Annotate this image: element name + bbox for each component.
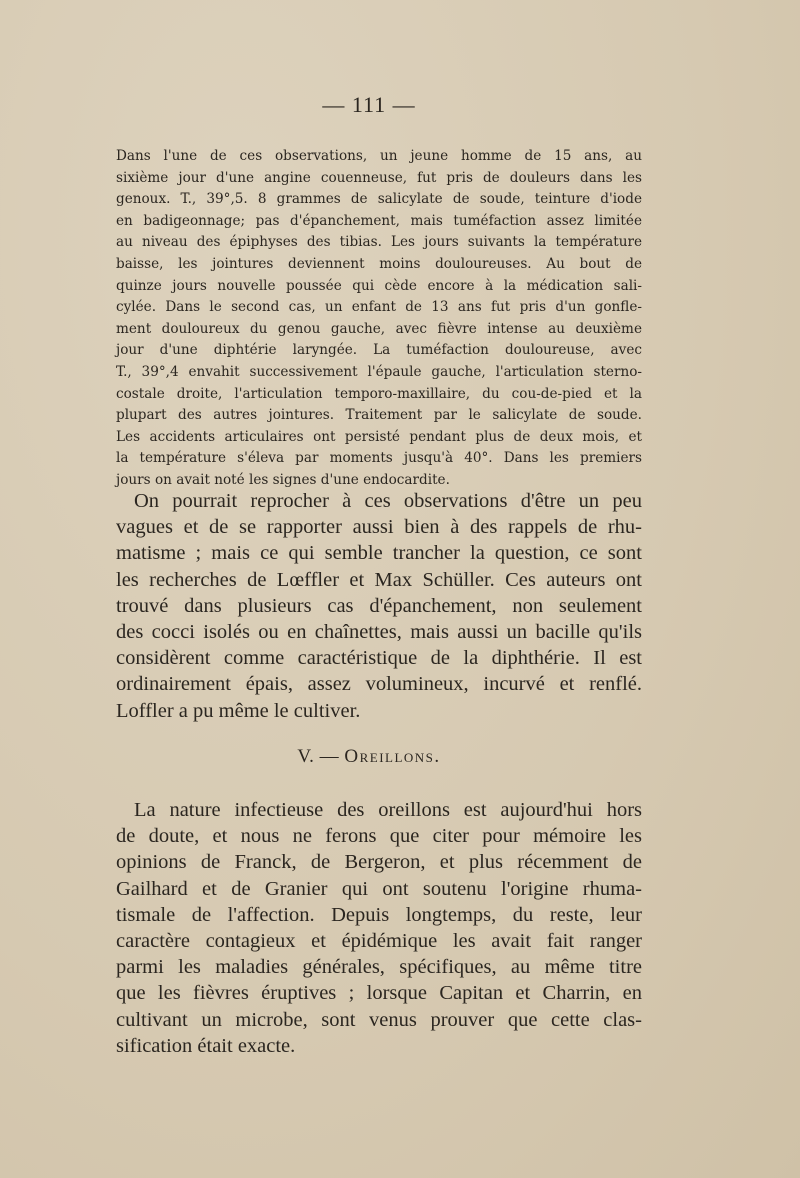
text-line: parmi les maladies générales, spécifiques, au même titre xyxy=(116,956,642,979)
section-heading xyxy=(0,746,738,768)
text-line: trouvé dans plusieurs cas d'épanchement, non seulement xyxy=(116,594,642,617)
text-line: genoux. T., 39°,5. 8 grammes de salicylate de soude, teinture d'iode xyxy=(116,191,642,208)
text-line: caractère contagieux et épidémique les avait fait ranger xyxy=(116,930,642,953)
text-line: costale droite, l'articulation temporo-maxillaire, du cou-de-pied et la xyxy=(116,385,642,402)
text-line: cultivant un microbe, sont venus prouver que cette clas- xyxy=(116,1008,642,1031)
text-line: tismale de l'affection. Depuis longtemps, du reste, leur xyxy=(116,903,642,926)
text-line: de doute, et nous ne ferons que citer pour mémoire les xyxy=(116,825,642,848)
text-line: La nature infectieuse des oreillons est aujourd'hui hors xyxy=(134,799,642,821)
text-line: vagues et de se rapporter aussi bien à des rappels de rhu- xyxy=(116,516,642,539)
text-line: jour d'une diphtérie laryngée. La tuméfaction douloureuse, avec xyxy=(116,342,642,359)
text-line: plupart des autres jointures. Traitement par le salicylate de soude. xyxy=(116,407,642,424)
observation-paragraph xyxy=(116,146,642,492)
text-line: au niveau des épiphyses des tibias. Les jours suivants la température xyxy=(116,234,642,251)
text-line: baisse, les jointures deviennent moins douloureuses. Au bout de xyxy=(116,255,642,272)
text-line: Loffler a pu même le cultiver. xyxy=(116,699,361,722)
text-line: considèrent comme caractéristique de la diphthérie. Il est xyxy=(116,647,642,670)
body-paragraph-2 xyxy=(116,797,642,1059)
section-number: V. — xyxy=(297,746,340,767)
text-line: cylée. Dans le second cas, un enfant de 13 ans fut pris d'un gonfle- xyxy=(116,299,642,316)
text-line: ment douloureux du genou gauche, avec fièvre intense au deuxième xyxy=(116,320,642,337)
text-line: Gailhard et de Granier qui ont soutenu l'origine rhuma- xyxy=(116,877,642,900)
page-number: — 111 — xyxy=(322,92,416,117)
text-line: quinze jours nouvelle poussée qui cède encore à la médication sali- xyxy=(116,277,642,294)
text-line: les recherches de Lœffler et Max Schüller. Ces auteurs ont xyxy=(116,568,642,591)
text-line: T., 39°,4 envahit successivement l'épaule gauche, l'articulation sterno- xyxy=(116,363,642,380)
text-line: des cocci isolés ou en chaînettes, mais aussi un bacille qu'ils xyxy=(116,621,642,644)
text-line: en badigeonnage; pas d'épanchement, mais tuméfaction assez limitée xyxy=(116,212,642,229)
text-line: Dans l'une de ces observations, un jeune homme de 15 ans, au xyxy=(116,148,642,164)
text-line: On pourrait reprocher à ces observations d'être un peu xyxy=(134,490,642,512)
text-line: sixième jour d'une angine couenneuse, fut pris de douleurs dans les xyxy=(116,169,642,186)
text-line: que les fièvres éruptives ; lorsque Capitan et Charrin, en xyxy=(116,982,642,1005)
text-line: sification était exacte. xyxy=(116,1034,296,1057)
text-line: la température s'éleva par moments jusqu'à 40°. Dans les premiers xyxy=(116,450,642,467)
section-title: Oreillons. xyxy=(344,746,441,767)
text-line: opinions de Franck, de Bergeron, et plus récemment de xyxy=(116,851,642,874)
body-paragraph-1 xyxy=(116,488,642,724)
text-line: matisme ; mais ce qui semble trancher la question, ce sont xyxy=(116,542,642,565)
text-line: jours on avait noté les signes d'une endocardite. xyxy=(116,471,450,488)
text-line: Les accidents articulaires ont persisté pendant plus de deux mois, et xyxy=(116,428,642,445)
text-line: ordinairement épais, assez volumineux, incurvé et renflé. xyxy=(116,673,642,696)
